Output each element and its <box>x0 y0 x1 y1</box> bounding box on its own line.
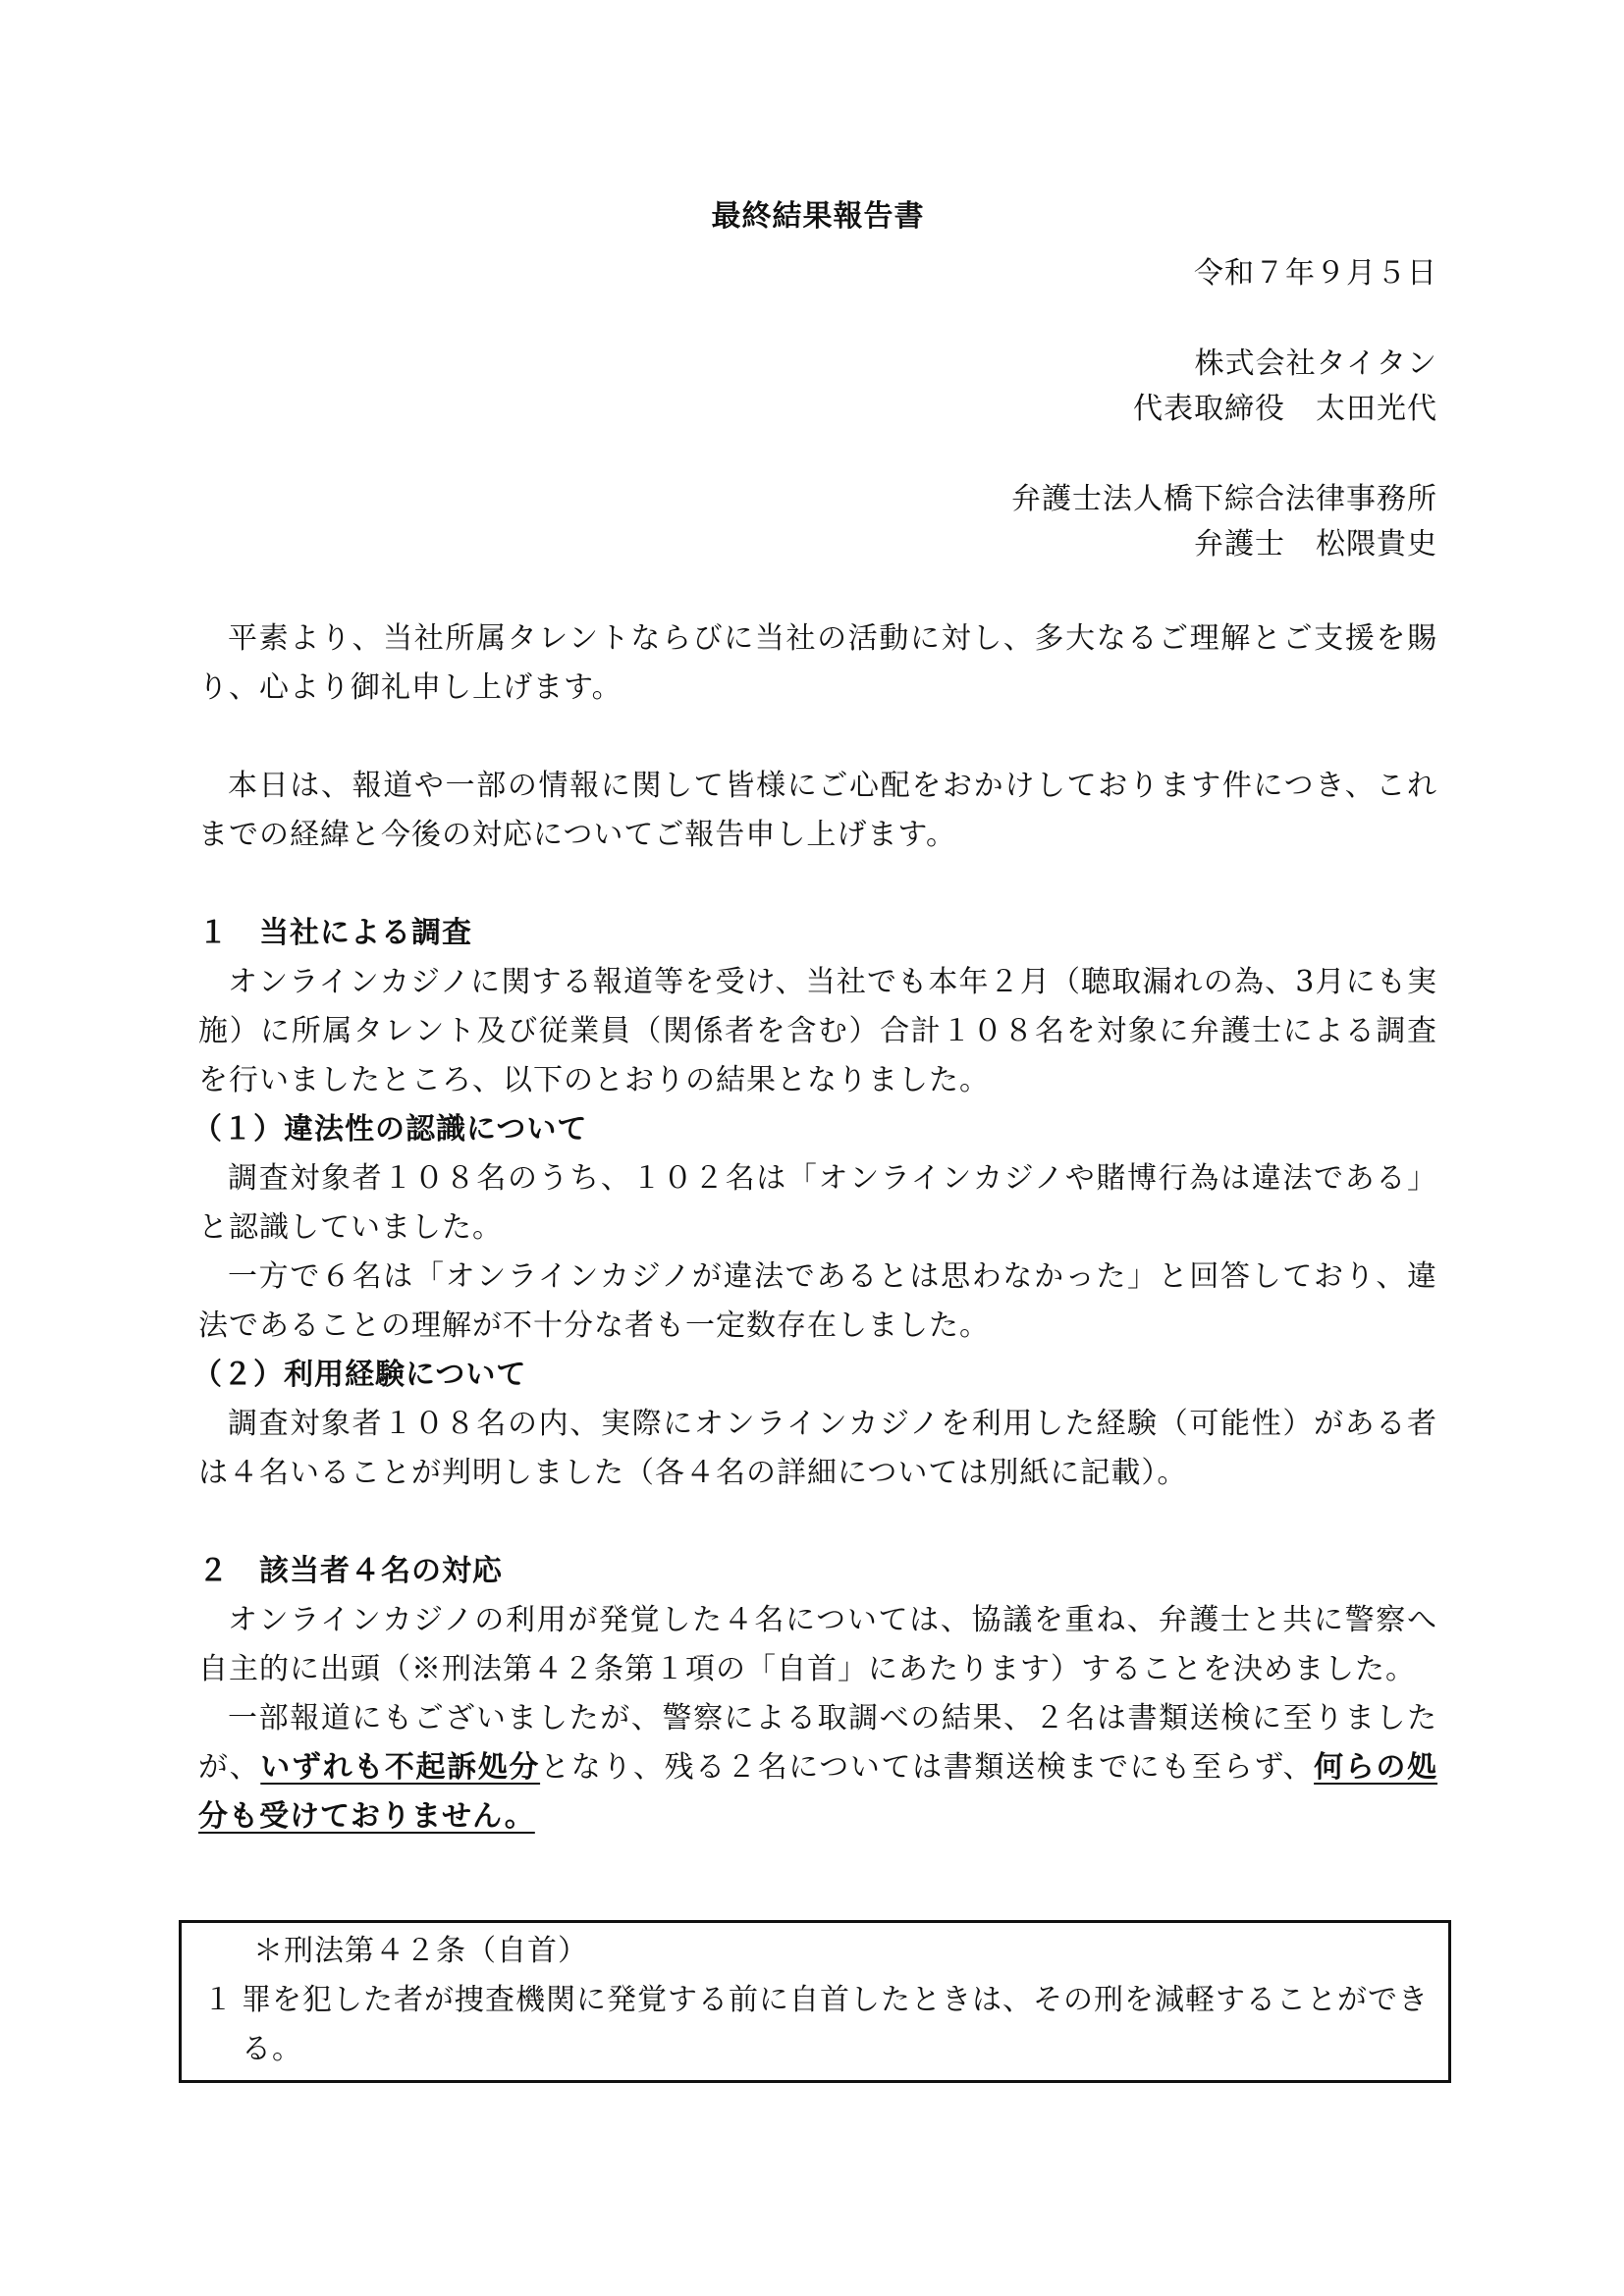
note-item <box>203 1976 1431 2074</box>
note-item-text: 罪を犯した者が捜査機関に発覚する前に自首したときは、その刑を減軽することができる。 <box>242 1983 1429 2066</box>
section-1-1-heading: （１）違法性の認識について <box>192 1112 588 1147</box>
section-1-heading: １ 当社による調査 <box>198 916 472 950</box>
section-1-1-paragraph-1: 調査対象者１０８名のうち、１０２名は「オンラインカジノや賭博行為は違法である」と認識していました。 <box>198 1161 1437 1245</box>
greeting-paragraph: 平素より、当社所属タレントならびに当社の活動に対し、多大なるご理解とご支援を賜り、心より御礼申し上げます。 <box>198 621 1437 705</box>
section-2-paragraph-2 <box>198 1694 1437 1842</box>
section-2-heading: ２ 該当者４名の対応 <box>198 1554 503 1588</box>
section-1-body: オンラインカジノに関する報道等を受け、当社でも本年２月（聴取漏れの為、3月にも実施）に所属タレント及び従業員（関係者を含む）合計１０８名を対象に弁護士による調査を行いましたところ、以下のとおりの結果となりました。 <box>198 965 1437 1097</box>
sender-lawyer: 弁護士 松隈貴史 <box>1194 527 1437 561</box>
document-date: 令和７年９月５日 <box>1194 256 1437 291</box>
note-title: ＊刑法第４２条（自首） <box>253 1934 588 1968</box>
section-2-text-b: となり、残る２名については書類送検までにも至らず、 <box>540 1750 1315 1785</box>
section-2-text-a: 一部報道にもございましたが、警察による取調べの結果、２名は書類送検に至りましたが、 <box>198 1701 1437 1785</box>
report-body <box>192 192 1438 1842</box>
document-title: 最終結果報告書 <box>711 199 925 234</box>
intro-paragraph: 本日は、報道や一部の情報に関して皆様にご心配をおかけしております件につき、これまでの経緯と今後の対応についてご報告申し上げます。 <box>198 769 1437 852</box>
note-item-number: １ <box>203 1983 234 2017</box>
underlined-no-penalty: 何らの処分も受けておりません。 <box>198 1750 1438 1834</box>
section-1-1-paragraph-2: 一方で６名は「オンラインカジノが違法であるとは思わなかった」と回答しており、違法であることの理解が不十分な者も一定数存在しました。 <box>198 1259 1437 1343</box>
underlined-not-prosecuted: いずれも不起訴処分 <box>260 1750 541 1785</box>
penal-code-note-box <box>179 1920 1451 2083</box>
sender-law-firm: 弁護士法人橋下綜合法律事務所 <box>1011 482 1437 516</box>
recipient-representative: 代表取締役 太田光代 <box>1133 392 1437 426</box>
recipient-company: 株式会社タイタン <box>1194 347 1437 381</box>
section-1-2-heading: （２）利用経験について <box>192 1358 527 1392</box>
section-2-paragraph-1: オンラインカジノの利用が発覚した４名については、協議を重ね、弁護士と共に警察へ自主的に出頭（※刑法第４２条第１項の「自首」にあたります）することを決めました。 <box>198 1603 1437 1686</box>
section-1-2-paragraph-1: 調査対象者１０８名の内、実際にオンラインカジノを利用した経験（可能性）がある者は４名いることが判明しました（各４名の詳細については別紙に記載）。 <box>198 1407 1437 1490</box>
